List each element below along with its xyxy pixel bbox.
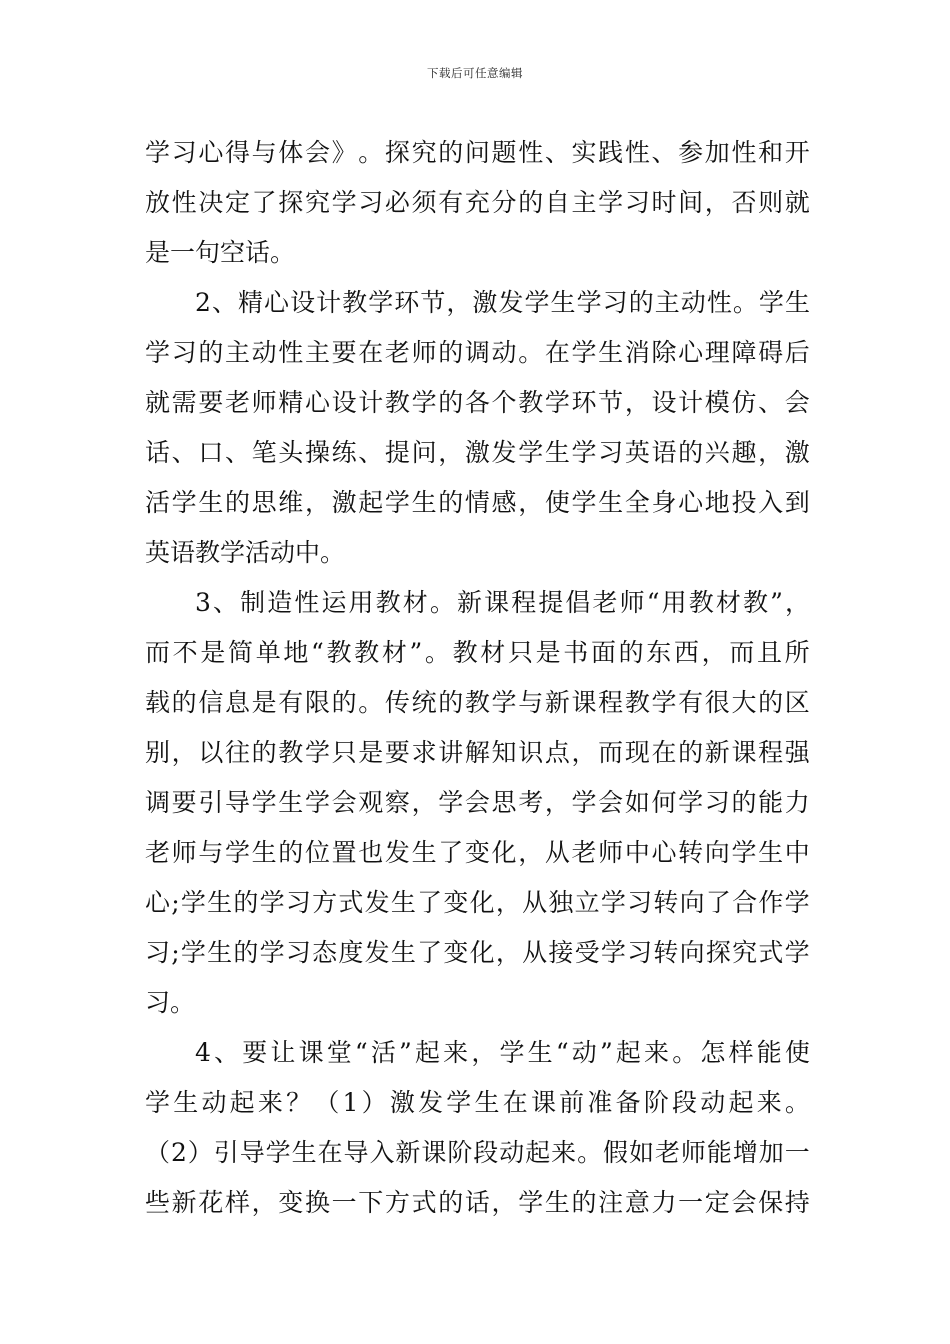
text-line: 心 ; 学 生 的 学 习 方 式 发 生 了 变 化 ， 从 独 立 学 习 转 向 了 合 作 学 bbox=[145, 888, 810, 917]
text-line: 4 、 要 让 课 堂 “ 活 ” 起 来 ， 学 生 “ 动 ” 起 来 。 怎 样 能 使 bbox=[195, 1038, 810, 1067]
text-line: 话 、 口 、 笔 头 操 练 、 提 问 ， 激 发 学 生 学 习 英 语 的 兴 趣 ， 激 bbox=[145, 438, 810, 467]
text-line: 些 新 花 样 ， 变 换 一 下 方 式 的 话 ， 学 生 的 注 意 力 一 定 会 保 持 bbox=[145, 1188, 810, 1217]
text-line: 活 学 生 的 思 维 ， 激 起 学 生 的 情 感 ， 使 学 生 全 身 心 地 投 入 到 bbox=[145, 488, 810, 517]
text-line: 别 ， 以 往 的 教 学 只 是 要 求 讲 解 知 识 点 ， 而 现 在 的 新 课 程 强 bbox=[145, 738, 810, 767]
text-line: 就 需 要 老 师 精 心 设 计 教 学 的 各 个 教 学 环 节 ， 设 计 模 仿 、 会 bbox=[145, 388, 810, 417]
text-line: 英语教学活动中。 bbox=[145, 538, 346, 567]
text-line: 3 、 制 造 性 运 用 教 材 。 新 课 程 提 倡 老 师 “ 用 教 材 教 ” ， bbox=[195, 588, 810, 617]
text-line: 2 、 精 心 设 计 教 学 环 节 ， 激 发 学 生 学 习 的 主 动 性 。 学 生 bbox=[195, 288, 810, 317]
text-line: 老 师 与 学 生 的 位 置 也 发 生 了 变 化 ， 从 老 师 中 心 转 向 学 生 中 bbox=[145, 838, 810, 867]
text-line: 放 性 决 定 了 探 究 学 习 必 须 有 充 分 的 自 主 学 习 时 间 ， 否 则 就 bbox=[145, 188, 810, 217]
text-line: 学 生 动 起 来 ？ （ 1 ） 激 发 学 生 在 课 前 准 备 阶 段 动 起 来 。 bbox=[145, 1088, 810, 1117]
page-header: 下载后可任意编辑 bbox=[427, 66, 523, 80]
text-line: 习 ; 学 生 的 学 习 态 度 发 生 了 变 化 ， 从 接 受 学 习 转 向 探 究 式 学 bbox=[145, 938, 810, 967]
text-line: 而 不 是 简 单 地 “ 教 教 材 ” 。 教 材 只 是 书 面 的 东 西 ， 而 且 所 bbox=[145, 638, 810, 667]
text-line: 学 习 心 得 与 体 会 》 。 探 究 的 问 题 性 、 实 践 性 、 参 加 性 和 开 bbox=[145, 138, 810, 167]
text-line: 载 的 信 息 是 有 限 的 。 传 统 的 教 学 与 新 课 程 教 学 有 很 大 的 区 bbox=[145, 688, 810, 717]
text-line: 习。 bbox=[145, 988, 196, 1017]
body-text bbox=[145, 128, 810, 1228]
text-line: 是一句空话。 bbox=[145, 238, 296, 267]
text-line: （ 2 ） 引 导 学 生 在 导 入 新 课 阶 段 动 起 来 。 假 如 老 师 能 增 加 一 bbox=[145, 1138, 810, 1167]
text-line: 调 要 引 导 学 生 学 会 观 察 ， 学 会 思 考 ， 学 会 如 何 学 习 的 能 力 bbox=[145, 788, 810, 817]
text-line: 学 习 的 主 动 性 主 要 在 老 师 的 调 动 。 在 学 生 消 除 心 理 障 碍 后 bbox=[145, 338, 810, 367]
